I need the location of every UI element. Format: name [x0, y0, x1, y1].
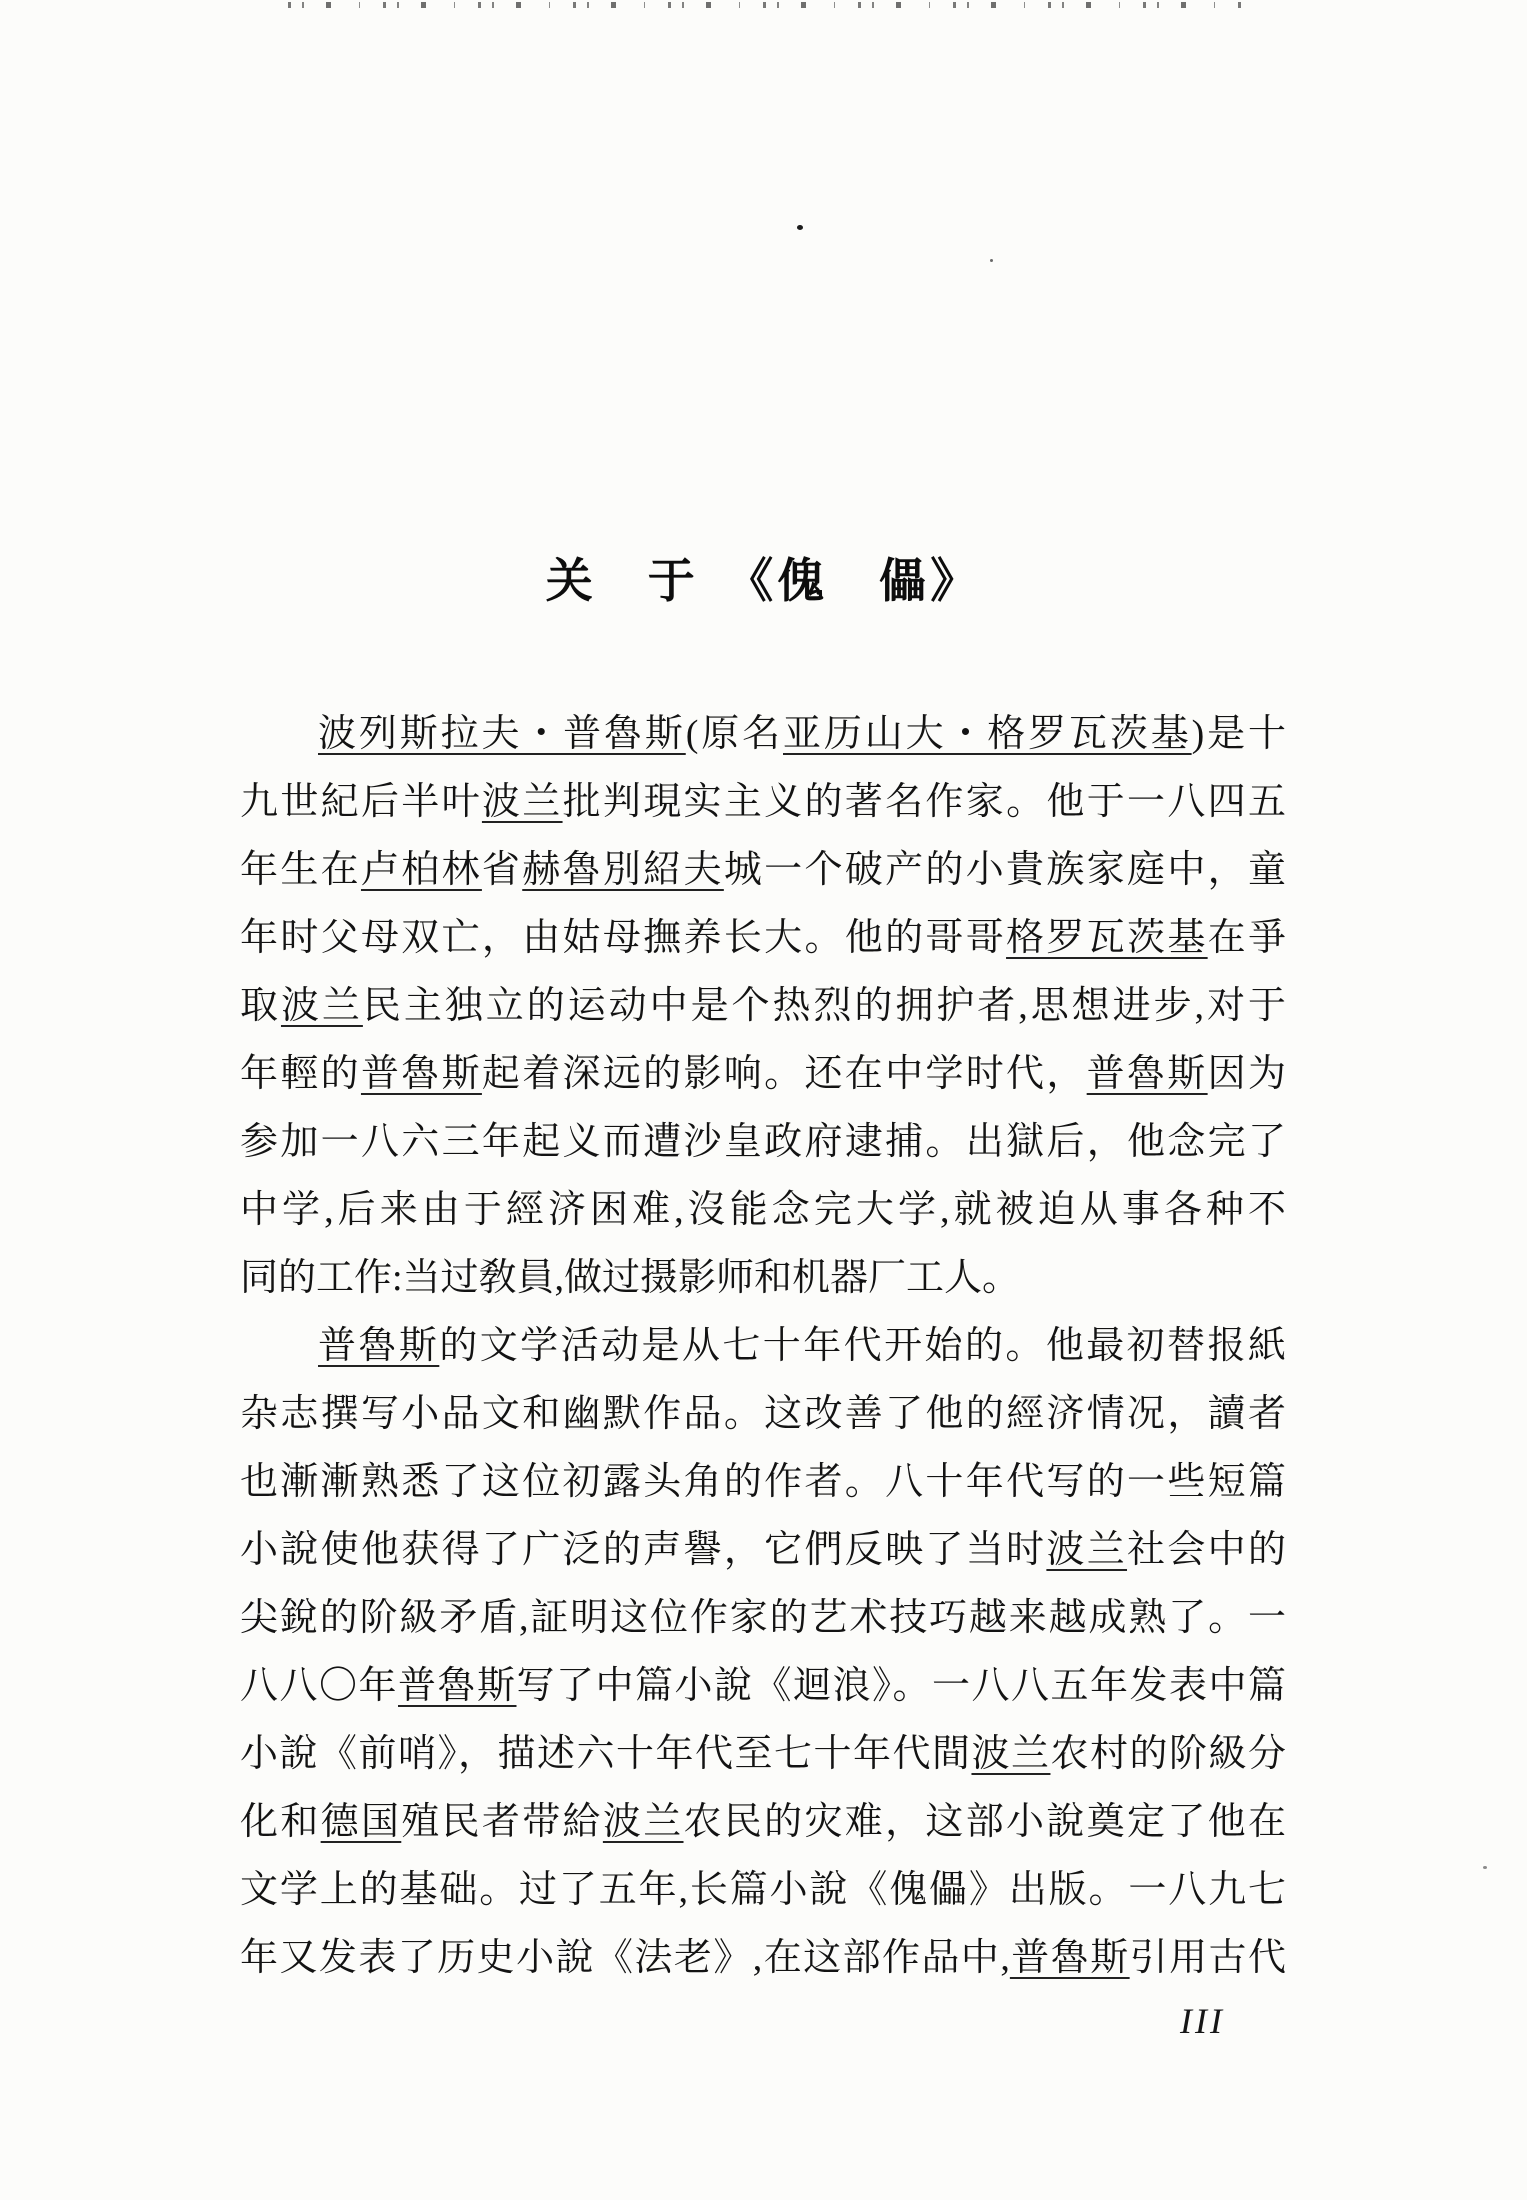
text-line: [240, 972, 1286, 1040]
text-segment: 农村的阶級分: [1050, 1733, 1286, 1775]
text-line: [240, 904, 1286, 972]
text-segment: 殖民者带給: [401, 1801, 603, 1843]
text-line: [240, 1788, 1286, 1856]
text-line: [240, 1856, 1286, 1924]
text-segment: 年輕的: [240, 1053, 361, 1095]
text-segment: (原名: [685, 713, 783, 755]
text-segment: 参加一八六三年起义而遭沙皇政府逮捕。出獄后，他念完了: [240, 1121, 1286, 1163]
text-line: [240, 1312, 1286, 1380]
text-segment: 写了中篇小說《迴浪》。一八八五年发表中篇: [516, 1665, 1286, 1707]
proper-name-underlined: 波兰: [1046, 1529, 1128, 1571]
text-line: [240, 1924, 1286, 1992]
text-segment: 文学上的基础。过了五年,长篇小說《傀儡》出版。一八九七: [240, 1869, 1286, 1911]
page-number: III: [1180, 2001, 1225, 2041]
text-segment: 中学,后来由于經济困难,沒能念完大学,就被迫从事各种不: [240, 1189, 1286, 1231]
proper-name-underlined: 普魯斯: [318, 1325, 440, 1367]
text-segment: 年生在: [240, 849, 361, 891]
text-segment: 化和: [240, 1801, 321, 1843]
text-segment: 引用古代: [1129, 1937, 1286, 1979]
text-segment: 的文学活动是从七十年代开始的。他最初替报紙: [439, 1325, 1286, 1367]
proper-name-underlined: 亚历山大・格罗瓦茨基: [783, 713, 1192, 755]
text-line: [240, 1108, 1286, 1176]
text-segment: 同的工作:当过敎員,做过摄影师和机器厂工人。: [240, 1257, 1021, 1299]
ink-speck-artifact: [1483, 1866, 1487, 1869]
text-segment: 起着深远的影响。还在中学时代，: [481, 1053, 1087, 1095]
text-segment: 因为: [1207, 1053, 1286, 1095]
proper-name-underlined: 赫魯別紹夫: [522, 849, 724, 891]
text-segment: 批判現实主义的著名作家。他于一八四五: [562, 781, 1286, 823]
top-edge-scan-artifact: [288, 2, 1243, 8]
body-text: [240, 700, 1286, 1992]
text-line: [240, 1720, 1286, 1788]
text-line: [240, 1584, 1286, 1652]
text-line: [240, 1040, 1286, 1108]
text-segment: 取: [240, 985, 281, 1027]
proper-name-underlined: 普魯斯: [1009, 1937, 1130, 1979]
text-segment: 省: [481, 849, 523, 891]
text-line: [240, 1176, 1286, 1244]
proper-name-underlined: 波兰: [280, 985, 363, 1027]
text-segment: 小說《前哨》，描述六十年代至七十年代間: [240, 1733, 972, 1775]
proper-name-underlined: 普魯斯: [360, 1053, 482, 1095]
proper-name-underlined: 波兰: [971, 1733, 1051, 1775]
proper-name-underlined: 卢柏林: [360, 849, 482, 891]
text-segment: 年时父母双亡，由姑母撫养长大。他的哥哥: [240, 917, 1007, 959]
text-segment: 九世紀后半叶: [240, 781, 482, 823]
text-line: [240, 1516, 1286, 1584]
text-segment: 小說使他获得了广泛的声譽，它們反映了当时: [240, 1529, 1047, 1571]
text-segment: 民主独立的运动中是个热烈的拥护者,思想进步,对于: [362, 985, 1286, 1027]
proper-name-underlined: 波列斯拉夫・普魯斯: [318, 713, 686, 755]
text-line: [240, 1244, 1286, 1312]
text-segment: 城一个破产的小貴族家庭中，童: [723, 849, 1286, 891]
text-line: [240, 1380, 1286, 1448]
proper-name-underlined: 普魯斯: [1086, 1053, 1208, 1095]
page-title: 关 于 《傀 儡》: [545, 556, 982, 608]
ink-speck-artifact: [990, 259, 993, 262]
proper-name-underlined: 德国: [320, 1801, 402, 1843]
text-segment: 在爭: [1207, 917, 1286, 959]
text-segment: 社会中的: [1127, 1529, 1286, 1571]
text-line: [240, 1652, 1286, 1720]
text-line: [240, 700, 1286, 768]
text-segment: 尖銳的阶級矛盾,証明这位作家的艺术技巧越来越成熟了。一: [240, 1597, 1286, 1639]
text-line: [240, 836, 1286, 904]
proper-name-underlined: 波兰: [481, 781, 563, 823]
text-segment: 年又发表了历史小說《法老》,在这部作品中,: [240, 1937, 1010, 1979]
text-segment: )是十: [1191, 713, 1286, 755]
proper-name-underlined: 波兰: [602, 1801, 684, 1843]
text-line: [240, 1448, 1286, 1516]
text-segment: 农民的灾难，这部小說奠定了他在: [683, 1801, 1286, 1843]
text-segment: 杂志撰写小品文和幽默作品。这改善了他的經济情况，讀者: [240, 1393, 1286, 1435]
ink-dot-artifact: [797, 225, 803, 230]
text-line: [240, 768, 1286, 836]
proper-name-underlined: 格罗瓦茨基: [1006, 917, 1208, 959]
text-segment: 也漸漸熟悉了这位初露头角的作者。八十年代写的一些短篇: [240, 1461, 1286, 1503]
proper-name-underlined: 普魯斯: [398, 1665, 517, 1707]
text-segment: 八八〇年: [240, 1665, 398, 1707]
